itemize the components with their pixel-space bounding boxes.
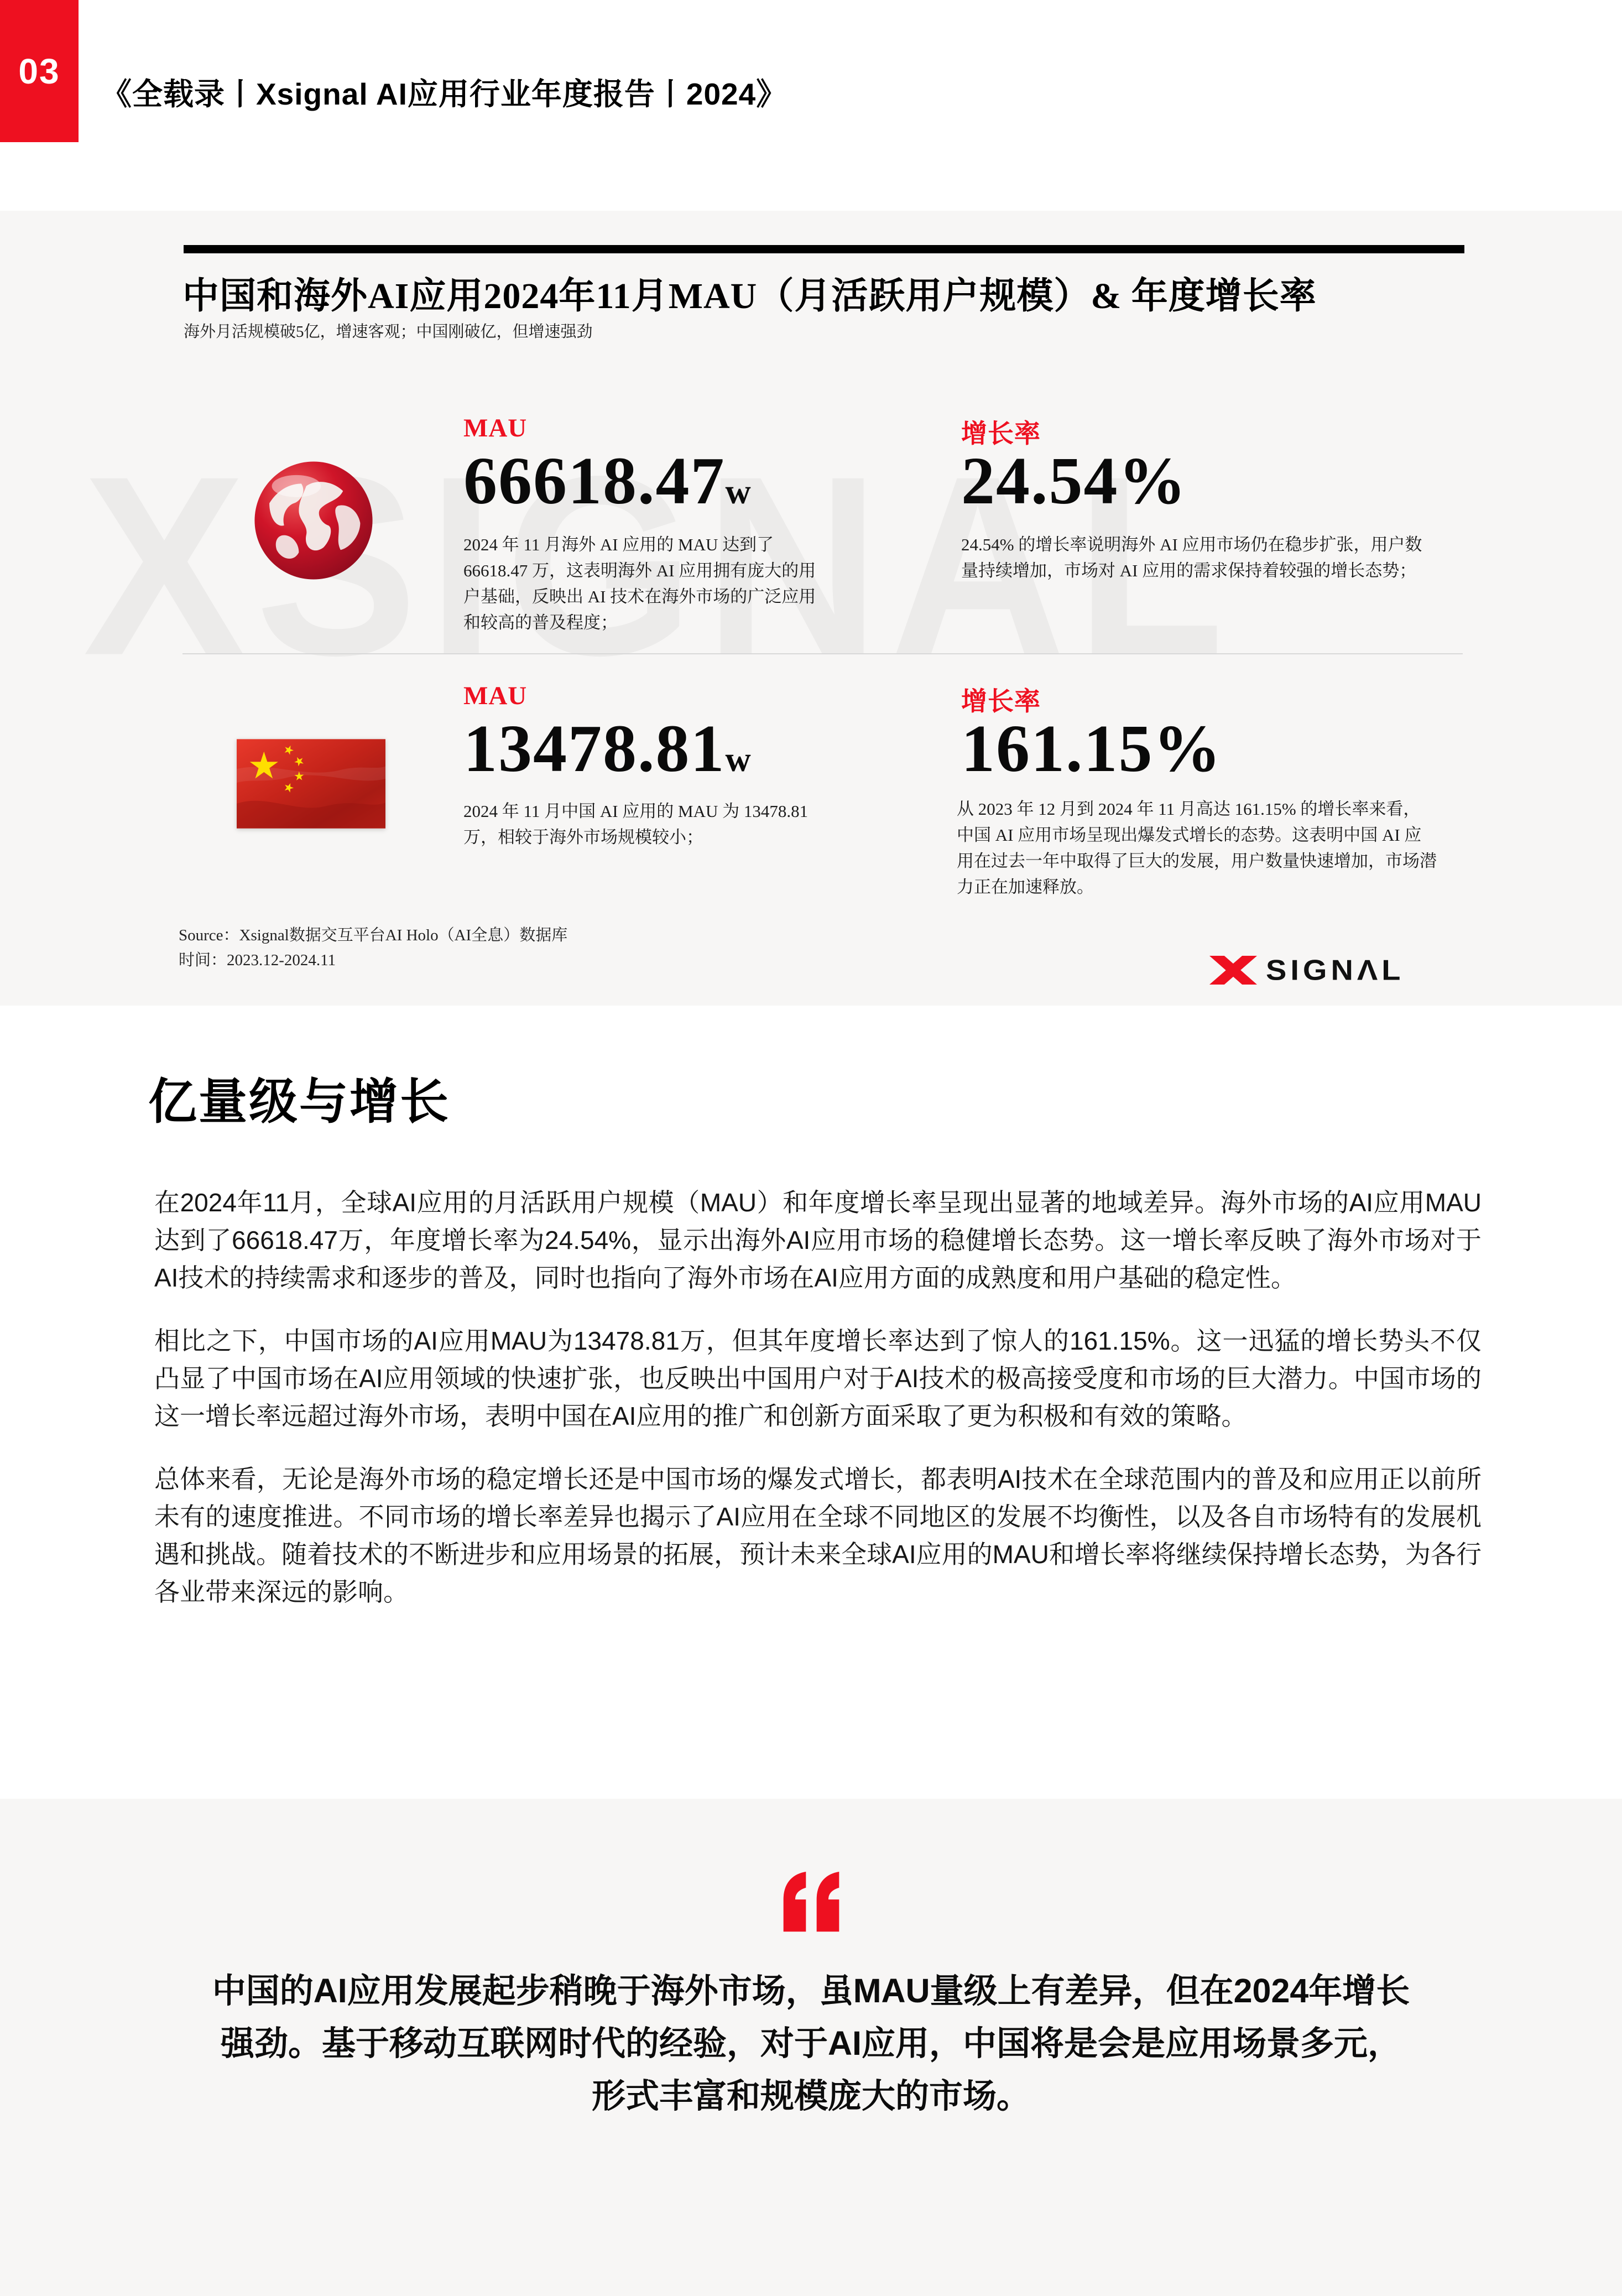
china-flag-icon [237, 739, 385, 829]
quote-line: 中国的AI应用发展起步稍晚于海外市场，虽MAU量级上有差异，但在2024年增长 [212, 1972, 1410, 2009]
quote-icon [778, 1871, 844, 1934]
section-body [154, 1184, 1482, 1636]
source-period: 时间：2023.12-2024.11 [179, 951, 336, 969]
mau-stats-card [0, 211, 1622, 1006]
section-heading: 亿量级与增长 [148, 1074, 451, 1129]
xsignal-logo [1207, 952, 1404, 988]
mau-label-china: MAU [463, 681, 528, 710]
globe-icon [252, 459, 375, 582]
growth-desc-china: 从 2023 年 12 月到 2024 年 11 月高达 161.15% 的增长率来看，中国 AI 应用市场呈现出爆发式增长的态势。这表明中国 AI 应用在过去一年中取得了巨大的发展，用户数量快速增加，市场潜力正在加速释放。 [957, 799, 1437, 897]
growth-value-overseas: 24.54% [961, 444, 1187, 518]
card-top-rule [184, 245, 1464, 253]
mau-label-overseas: MAU [463, 414, 528, 442]
quote-line: 强劲。基于移动互联网时代的经验，对于AI应用，中国将是会是应用场景多元， [220, 2024, 1401, 2062]
page-number-badge [0, 0, 79, 142]
growth-desc-overseas: 24.54% 的增长率说明海外 AI 应用市场仍在稳步扩张，用户数量持续增加，市场对 AI 应用的需求保持着较强的增长态势； [961, 535, 1422, 580]
mau-unit: w [725, 472, 752, 511]
mau-value-china: 13478.81w [463, 711, 752, 786]
body-paragraph: 相比之下，中国市场的AI应用MAU为13478.81万，但其年度增长率达到了惊人的161.15%。这一迅猛的增长势头不仅凸显了中国市场在AI应用领域的快速扩张，也反映出中国用户对于AI技术的极高接受度和市场的巨大潜力。中国市场的这一增长率远超过海外市场，表明中国在AI应用的推广和创新方面采取了更为积极和有效的策略。 [154, 1326, 1482, 1430]
card-title: 中国和海外AI应用2024年11月MAU（月活跃用户规模）& 年度增长率 [182, 276, 1317, 316]
quote-section [0, 1799, 1622, 2296]
mau-desc-china: 2024 年 11 月中国 AI 应用的 MAU 为 13478.81 万，相较于海外市场规模较小； [463, 801, 809, 847]
body-paragraph: 总体来看，无论是海外市场的稳定增长还是中国市场的爆发式增长，都表明AI技术在全球范围内的普及和应用正以前所未有的速度推进。不同市场的增长率差异也揭示了AI应用在全球不同地区的发展不均衡性，以及各自市场特有的发展机遇和挑战。随着技术的不断进步和应用场景的拓展，预计未来全球AI应用的MAU和增长率将继续保持增长态势，为各行各业带来深远的影响。 [154, 1465, 1482, 1606]
quote-line: 形式丰富和规模庞大的市场。 [591, 2077, 1030, 2115]
quote-text [114, 1965, 1508, 2122]
source-note [179, 923, 567, 973]
card-row-divider [182, 653, 1463, 654]
body-paragraph: 在2024年11月，全球AI应用的月活跃用户规模（MAU）和年度增长率呈现出显著的地域差异。海外市场的AI应用MAU达到了66618.47万，年度增长率为24.54%，显示出海外AI应用市场的稳健增长态势。这一增长率反映了海外市场对于AI技术的持续需求和逐步的普及，同时也指向了海外市场在AI应用方面的成熟度和用户基础的稳定性。 [154, 1188, 1482, 1292]
card-subtitle: 海外月活规模破5亿，增速客观；中国刚破亿，但增速强劲 [184, 323, 593, 341]
mau-desc-overseas: 2024 年 11 月海外 AI 应用的 MAU 达到了 66618.47 万，这表明海外 AI 应用拥有庞大的用户基础，反映出 AI 技术在海外市场的广泛应用和较高的普及程度； [463, 535, 816, 632]
page-number: 03 [18, 51, 60, 91]
growth-label-china: 增长率 [961, 688, 1041, 716]
source-line: Source：Xsignal数据交互平台AI Holo（AI全息）数据库 [179, 926, 568, 944]
growth-label-overseas: 增长率 [961, 420, 1041, 449]
mau-unit: w [725, 740, 752, 779]
growth-value-china: 161.15% [961, 711, 1222, 786]
document-title: 《全载录丨Xsignal AI应用行业年度报告丨2024》 [101, 76, 787, 111]
mau-value-overseas: 66618.47w [463, 444, 752, 518]
xsignal-x-icon [1207, 956, 1259, 985]
xsignal-logo-text: SIGNΛL [1266, 954, 1405, 986]
